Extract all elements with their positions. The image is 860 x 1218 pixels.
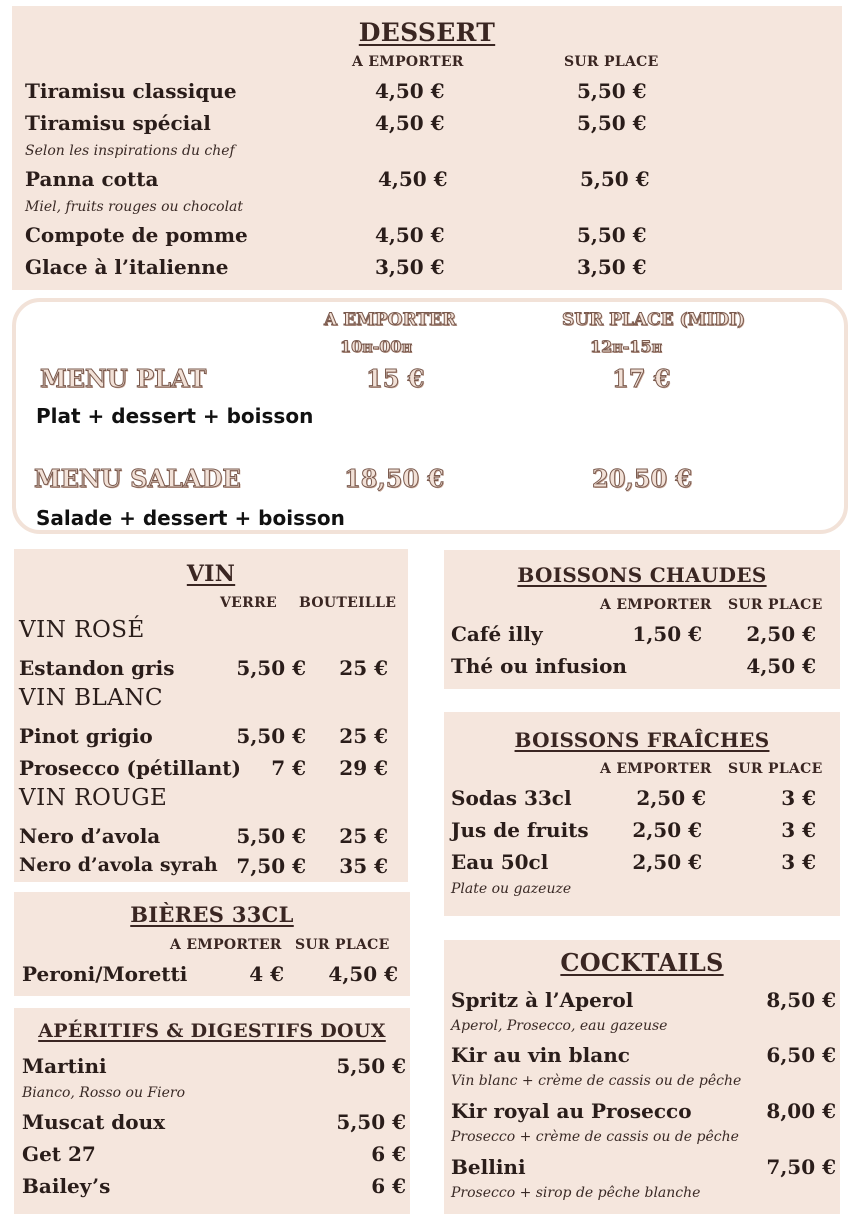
dessert-col-onsite: SUR PLACE	[564, 54, 659, 70]
menu-onsite-price: 17 €	[612, 364, 671, 393]
menu-desc: Salade + dessert + boisson	[36, 506, 345, 530]
dessert-item-onsite: 5,50 €	[577, 111, 647, 135]
aperitifs-item-name: Muscat doux	[22, 1110, 166, 1134]
dessert-item-name: Glace à l’italienne	[25, 255, 229, 279]
menus-col-onsite: SUR PLACE (MIDI)	[562, 310, 746, 330]
vin-item-name: Nero d’avola	[19, 824, 161, 848]
cocktails-item-desc: Prosecco + sirop de pêche blanche	[451, 1185, 701, 1201]
vin-group-name: VIN ROUGE	[19, 785, 168, 811]
dessert-col-takeaway: A EMPORTER	[352, 54, 464, 70]
vin-item-bottle: 29 €	[339, 756, 388, 780]
dessert-item-takeaway: 4,50 €	[378, 167, 448, 191]
cocktails-title: COCKTAILS	[560, 948, 724, 977]
dessert-item-name: Tiramisu spécial	[25, 111, 211, 135]
dessert-item-takeaway: 4,50 €	[375, 111, 445, 135]
chaudes-col-takeaway: A EMPORTER	[600, 597, 712, 613]
aperitifs-item-price: 6 €	[371, 1142, 406, 1166]
menus-col-takeaway: A EMPORTER	[324, 310, 457, 330]
aperitifs-item-desc: Bianco, Rosso ou Fiero	[22, 1085, 186, 1101]
bieres-col-takeaway: A EMPORTER	[170, 937, 282, 953]
bieres-item-onsite: 4,50 €	[328, 962, 398, 986]
fraiches-note: Plate ou gazeuze	[451, 881, 572, 897]
vin-title: VIN	[186, 561, 236, 587]
dessert-item-takeaway: 4,50 €	[375, 223, 445, 247]
cocktails-panel	[444, 940, 840, 1214]
bieres-panel	[14, 892, 410, 996]
vin-item-name: Prosecco (pétillant)	[19, 756, 241, 780]
fraiches-title: BOISSONS FRAÎCHES	[514, 728, 770, 752]
cocktails-item-name: Spritz à l’Aperol	[451, 988, 634, 1012]
vin-item-name: Estandon gris	[19, 656, 175, 680]
fraiches-item-takeaway: 2,50 €	[632, 850, 702, 874]
bieres-title: BIÈRES 33CL	[130, 902, 294, 927]
dessert-item-name: Panna cotta	[25, 167, 159, 191]
vin-item-bottle: 25 €	[339, 656, 388, 680]
dessert-item-onsite: 3,50 €	[577, 255, 647, 279]
dessert-item-takeaway: 3,50 €	[375, 255, 445, 279]
dessert-item-onsite: 5,50 €	[577, 79, 647, 103]
cocktails-item-desc: Prosecco + crème de cassis ou de pêche	[451, 1129, 739, 1145]
fraiches-item-takeaway: 2,50 €	[636, 786, 706, 810]
dessert-item-takeaway: 4,50 €	[375, 79, 445, 103]
menu-desc: Plat + dessert + boisson	[36, 404, 314, 428]
chaudes-item-takeaway: 1,50 €	[632, 622, 702, 646]
vin-item-bottle: 35 €	[339, 854, 388, 878]
chaudes-item-onsite: 2,50 €	[746, 622, 816, 646]
chaudes-item-name: Thé ou infusion	[451, 654, 627, 678]
vin-item-glass: 7,50 €	[236, 854, 306, 878]
fraiches-item-name: Sodas 33cl	[451, 786, 572, 810]
cocktails-item-name: Kir royal au Prosecco	[451, 1099, 692, 1123]
dessert-panel	[12, 6, 842, 290]
menu-takeaway-price: 18,50 €	[344, 464, 445, 493]
cocktails-item-desc: Aperol, Prosecco, eau gazeuse	[451, 1018, 668, 1034]
vin-item-glass: 5,50 €	[236, 656, 306, 680]
vin-col-glass: VERRE	[220, 595, 277, 611]
chaudes-item-name: Café illy	[451, 622, 543, 646]
vin-col-bottle: BOUTEILLE	[299, 595, 397, 611]
aperitifs-item-name: Bailey’s	[22, 1174, 111, 1198]
cocktails-item-desc: Vin blanc + crème de cassis ou de pêche	[451, 1073, 742, 1089]
fraiches-col-takeaway: A EMPORTER	[600, 761, 712, 777]
fraiches-item-name: Jus de fruits	[451, 818, 589, 842]
cocktails-item-price: 8,00 €	[766, 1099, 836, 1123]
dessert-item-desc: Miel, fruits rouges ou chocolat	[25, 199, 244, 215]
fraiches-item-onsite: 3 €	[781, 818, 816, 842]
bieres-item-takeaway: 4 €	[249, 962, 284, 986]
cocktails-item-price: 6,50 €	[766, 1043, 836, 1067]
vin-panel	[14, 549, 408, 882]
aperitifs-item-price: 5,50 €	[336, 1054, 406, 1078]
aperitifs-item-name: Get 27	[22, 1142, 96, 1166]
cocktails-item-price: 7,50 €	[766, 1155, 836, 1179]
dessert-item-desc: Selon les inspirations du chef	[25, 143, 235, 159]
bieres-item-name: Peroni/Moretti	[22, 962, 188, 986]
dessert-item-name: Tiramisu classique	[25, 79, 237, 103]
vin-group-name: VIN BLANC	[19, 685, 164, 711]
aperitifs-item-price: 6 €	[371, 1174, 406, 1198]
menu-name: MENU SALADE	[34, 464, 241, 493]
vin-group-name: VIN ROSÉ	[19, 617, 145, 643]
vin-item-glass: 5,50 €	[236, 824, 306, 848]
cocktails-item-name: Kir au vin blanc	[451, 1043, 630, 1067]
dessert-item-name: Compote de pomme	[25, 223, 248, 247]
fraiches-item-name: Eau 50cl	[451, 850, 549, 874]
bieres-col-onsite: SUR PLACE	[295, 937, 390, 953]
vin-item-name: Pinot grigio	[19, 724, 153, 748]
vin-item-bottle: 25 €	[339, 724, 388, 748]
fraiches-col-onsite: SUR PLACE	[728, 761, 823, 777]
chaudes-item-onsite: 4,50 €	[746, 654, 816, 678]
chaudes-panel	[444, 550, 840, 689]
cocktails-item-name: Bellini	[451, 1155, 526, 1179]
fraiches-panel	[444, 712, 840, 916]
fraiches-item-onsite: 3 €	[781, 786, 816, 810]
menu-name: MENU PLAT	[40, 364, 207, 393]
dessert-item-onsite: 5,50 €	[577, 223, 647, 247]
vin-item-glass: 5,50 €	[236, 724, 306, 748]
aperitifs-panel	[14, 1008, 410, 1214]
vin-item-glass: 7 €	[271, 756, 306, 780]
fraiches-item-takeaway: 2,50 €	[632, 818, 702, 842]
menu-onsite-price: 20,50 €	[592, 464, 693, 493]
chaudes-col-onsite: SUR PLACE	[728, 597, 823, 613]
dessert-title: DESSERT	[358, 18, 496, 47]
fraiches-item-onsite: 3 €	[781, 850, 816, 874]
vin-item-bottle: 25 €	[339, 824, 388, 848]
menus-col-onsite-hours: 12h-15h	[590, 337, 662, 356]
menus-panel	[12, 298, 848, 534]
chaudes-title: BOISSONS CHAUDES	[517, 563, 767, 587]
menus-col-takeaway-hours: 10h-00h	[340, 337, 412, 356]
aperitifs-title: APÉRITIFS & DIGESTIFS DOUX	[38, 1020, 386, 1042]
aperitifs-item-price: 5,50 €	[336, 1110, 406, 1134]
aperitifs-item-name: Martini	[22, 1054, 107, 1078]
menu-takeaway-price: 15 €	[366, 364, 425, 393]
vin-item-name: Nero d’avola syrah	[19, 854, 218, 876]
dessert-item-onsite: 5,50 €	[580, 167, 650, 191]
cocktails-item-price: 8,50 €	[766, 988, 836, 1012]
